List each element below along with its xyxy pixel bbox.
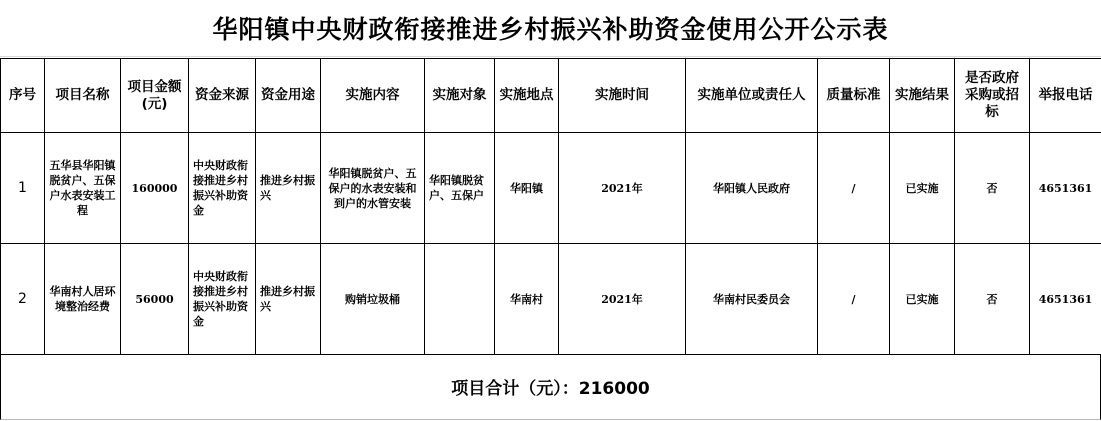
report-phone: 4651361 (1030, 244, 1101, 355)
implementation-location: 华阳镇 (495, 133, 559, 244)
header-cell: 资金来源 (189, 59, 256, 133)
header-cell: 序号 (1, 59, 45, 133)
report-phone: 4651361 (1030, 133, 1101, 244)
header-row (1, 59, 1101, 133)
header-cell: 实施内容 (321, 59, 425, 133)
responsible-unit: 华阳镇人民政府 (686, 133, 818, 244)
implementation-content: 购销垃圾桶 (321, 244, 425, 355)
table-row (1, 244, 1101, 355)
fund-usage: 推进乡村振兴 (256, 244, 321, 355)
project-amount: 160000 (121, 133, 189, 244)
procurement-flag: 否 (955, 244, 1030, 355)
table-row (1, 133, 1101, 244)
fund-source: 中央财政衔接推进乡村振兴补助资金 (189, 133, 256, 244)
header-cell: 项目名称 (45, 59, 121, 133)
sheet-title: 华阳镇中央财政衔接推进乡村振兴补助资金使用公开公示表 (0, 0, 1101, 57)
implementation-target: 华阳镇脱贫户、五保户 (425, 133, 495, 244)
quality-standard: / (818, 133, 890, 244)
header-cell: 是否政府 采购或招 标 (955, 59, 1030, 133)
header-cell: 实施结果 (890, 59, 955, 133)
header-cell: 项目金额 (元) (121, 59, 189, 133)
fund-source: 中央财政衔接推进乡村振兴补助资金 (189, 244, 256, 355)
header-cell: 实施时间 (559, 59, 686, 133)
total-amount: 项目合计（元）：216000 (0, 354, 1101, 420)
header-cell: 质量标准 (818, 59, 890, 133)
implementation-result: 已实施 (890, 244, 955, 355)
fund-table (0, 58, 1101, 355)
implementation-content: 华阳镇脱贫户、五保户的水表安装和到户的水管安装 (321, 133, 425, 244)
fund-usage: 推进乡村振兴 (256, 133, 321, 244)
row-index: 1 (1, 133, 45, 244)
header-cell: 实施对象 (425, 59, 495, 133)
project-name: 华南村人居环境整治经费 (45, 244, 121, 355)
implementation-result: 已实施 (890, 133, 955, 244)
procurement-flag: 否 (955, 133, 1030, 244)
project-name: 五华县华阳镇脱贫户、五保户水表安装工程 (45, 133, 121, 244)
responsible-unit: 华南村民委员会 (686, 244, 818, 355)
implementation-target (425, 244, 495, 355)
header-cell: 资金用途 (256, 59, 321, 133)
quality-standard: / (818, 244, 890, 355)
row-index: 2 (1, 244, 45, 355)
header-cell: 举报电话 (1030, 59, 1101, 133)
implementation-time: 2021年 (559, 133, 686, 244)
implementation-time: 2021年 (559, 244, 686, 355)
header-cell: 实施单位或责任人 (686, 59, 818, 133)
implementation-location: 华南村 (495, 244, 559, 355)
header-cell: 实施地点 (495, 59, 559, 133)
project-amount: 56000 (121, 244, 189, 355)
